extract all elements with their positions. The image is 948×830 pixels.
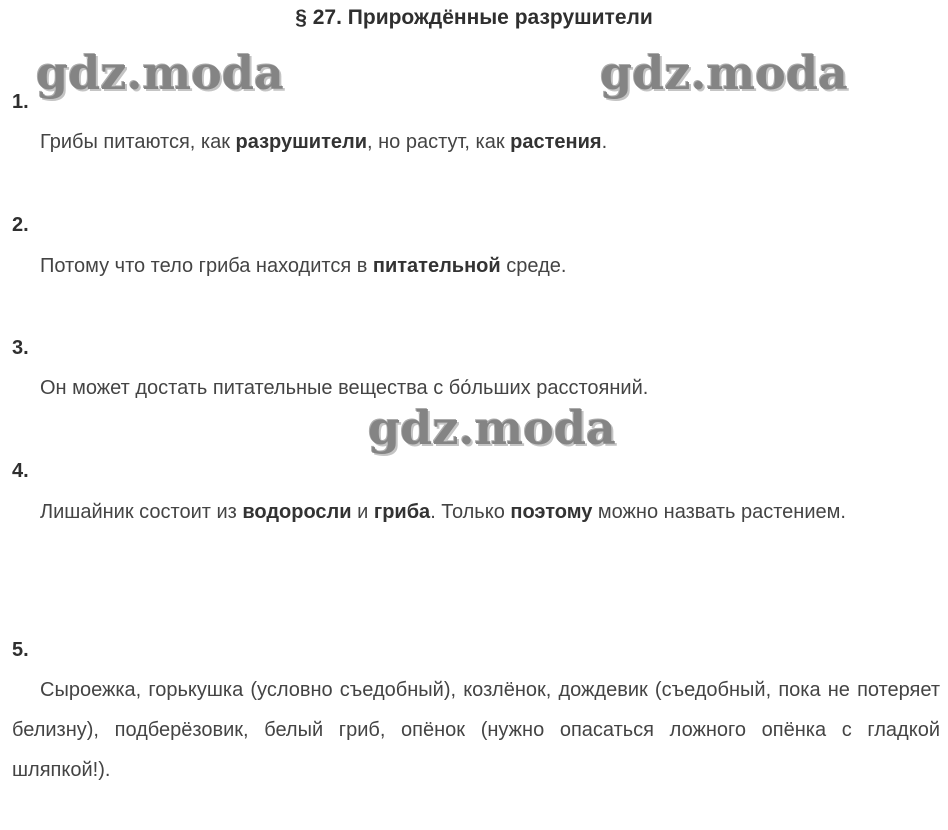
answer-text: Лишайник состоит из водоросли и гриба. Только поэтому можно назвать растением. (40, 501, 846, 523)
answer-text: Он может достать питательные вещества с бо́льших расстояний. (40, 377, 649, 399)
watermark-center: gdz.moda (368, 401, 616, 455)
answer-number: 4. (12, 460, 29, 482)
watermark-top-left: gdz.moda (36, 46, 284, 100)
watermark-top-right: gdz.moda (600, 46, 848, 100)
page-title: § 27. Прирождённые разрушители (295, 6, 653, 29)
answer-number: 5. (12, 639, 29, 661)
answer-text: Грибы питаются, как разрушители, но растут, как растения. (40, 131, 608, 153)
answer-text: Потому что тело гриба находится в питательной среде. (40, 255, 567, 277)
answer-number: 1. (12, 91, 29, 113)
answer-number: 2. (12, 214, 29, 236)
answer-text: Сыроежка, горькушка (условно съедобный), козлёнок, дождевик (съедобный, пока не потеряет белизну), подберёзовик, белый гриб, опёнок (нужно опасаться ложного опёнка с гладкой шляпкой!). (12, 679, 940, 781)
answer-number: 3. (12, 337, 29, 359)
